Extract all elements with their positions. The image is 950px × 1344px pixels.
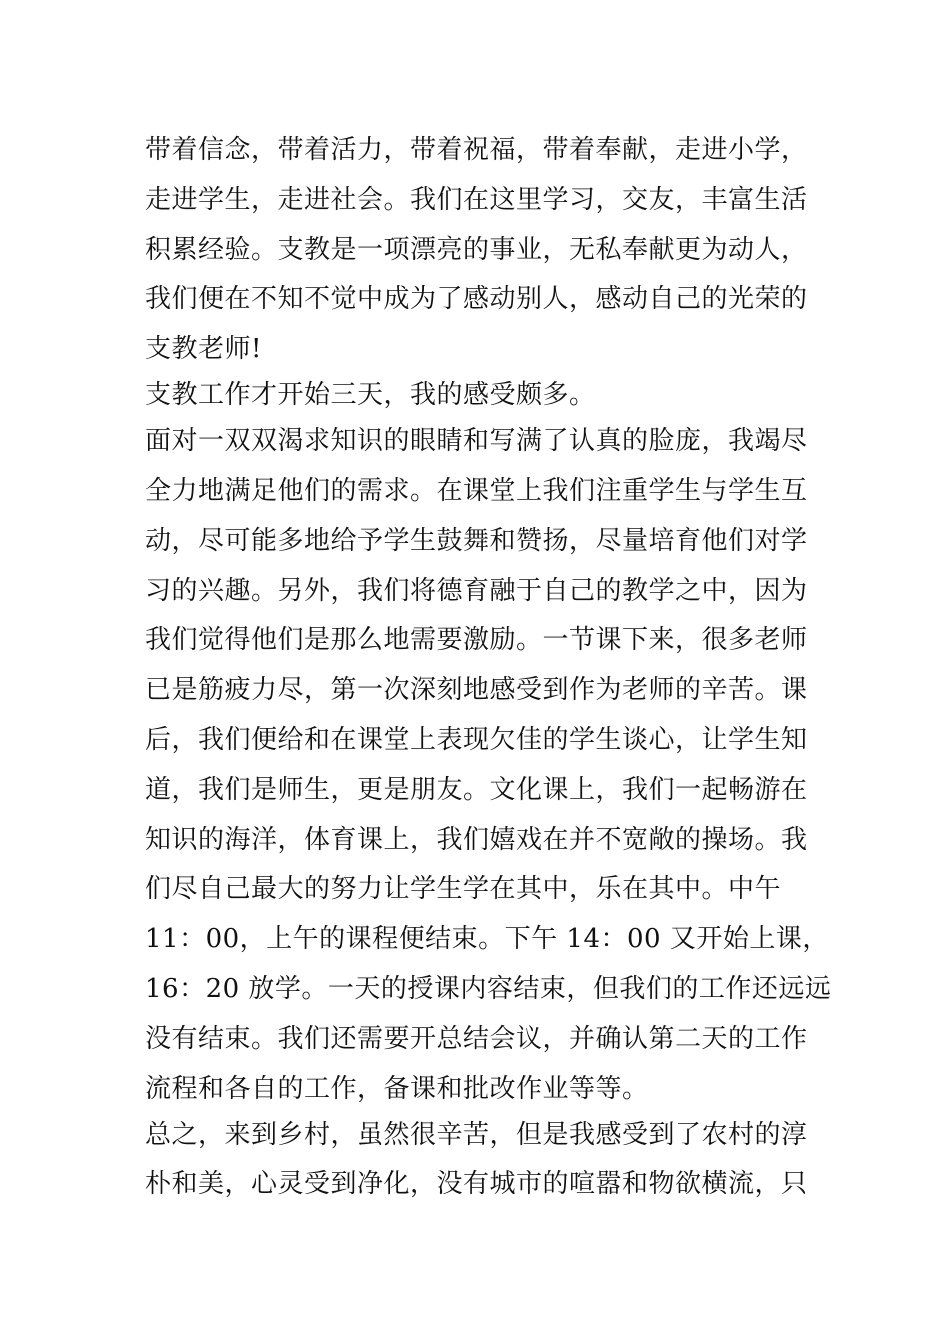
text-line: 面对一双双渴求知识的眼睛和写满了认真的脸庞，我竭尽 — [145, 426, 808, 457]
text-line: 知识的海洋，体育课上，我们嬉戏在并不宽敞的操场。我 — [145, 824, 808, 855]
text-line: 走进学生，走进社会。我们在这里学习，交友，丰富生活 — [145, 184, 808, 215]
text-line: 习的兴趣。另外，我们将德育融于自己的教学之中，因为 — [145, 575, 808, 606]
text-line: 带着信念，带着活力，带着祝福，带着奉献，走进小学， — [145, 135, 808, 165]
text-line: 流程和各自的工作，备课和批改作业等等。 — [145, 1073, 649, 1104]
text-line: 没有结束。我们还需要开总结会议，并确认第二天的工作 — [145, 1023, 808, 1054]
document-body — [145, 126, 845, 1210]
text-line: 动，尽可能多地给予学生鼓舞和赞扬，尽量培育他们对学 — [145, 525, 808, 556]
text-line: 支教老师! — [145, 334, 262, 365]
text-line: 后，我们便给和在课堂上表现欠佳的学生谈心，让学生知 — [145, 724, 808, 755]
text-line: 道，我们是师生，更是朋友。文化课上，我们一起畅游在 — [145, 774, 808, 805]
text-line: 总之，来到乡村，虽然很辛苦，但是我感受到了农村的淳 — [145, 1119, 808, 1150]
text-line: 我们觉得他们是那么地需要激励。一节课下来，很多老师 — [145, 625, 808, 656]
text-line: 已是筋疲力尽，第一次深刻地感受到作为老师的辛苦。课 — [145, 675, 808, 706]
text-line: 全力地满足他们的需求。在课堂上我们注重学生与学生互 — [145, 475, 808, 506]
text-line: 11：00，上午的课程便结束。下午 14：00 又开始上课， — [145, 924, 829, 955]
text-line: 我们便在不知不觉中成为了感动别人，感动自己的光荣的 — [145, 284, 808, 315]
text-line: 16：20 放学。一天的授课内容结束，但我们的工作还远远 — [145, 973, 832, 1004]
text-line: 朴和美，心灵受到净化，没有城市的喧嚣和物欲横流，只 — [145, 1169, 808, 1200]
text-line: 积累经验。支教是一项漂亮的事业，无私奉献更为动人， — [145, 234, 808, 265]
text-line: 们尽自己最大的努力让学生学在其中，乐在其中。中午 — [145, 874, 782, 905]
text-line: 支教工作才开始三天，我的感受颇多。 — [145, 380, 596, 411]
